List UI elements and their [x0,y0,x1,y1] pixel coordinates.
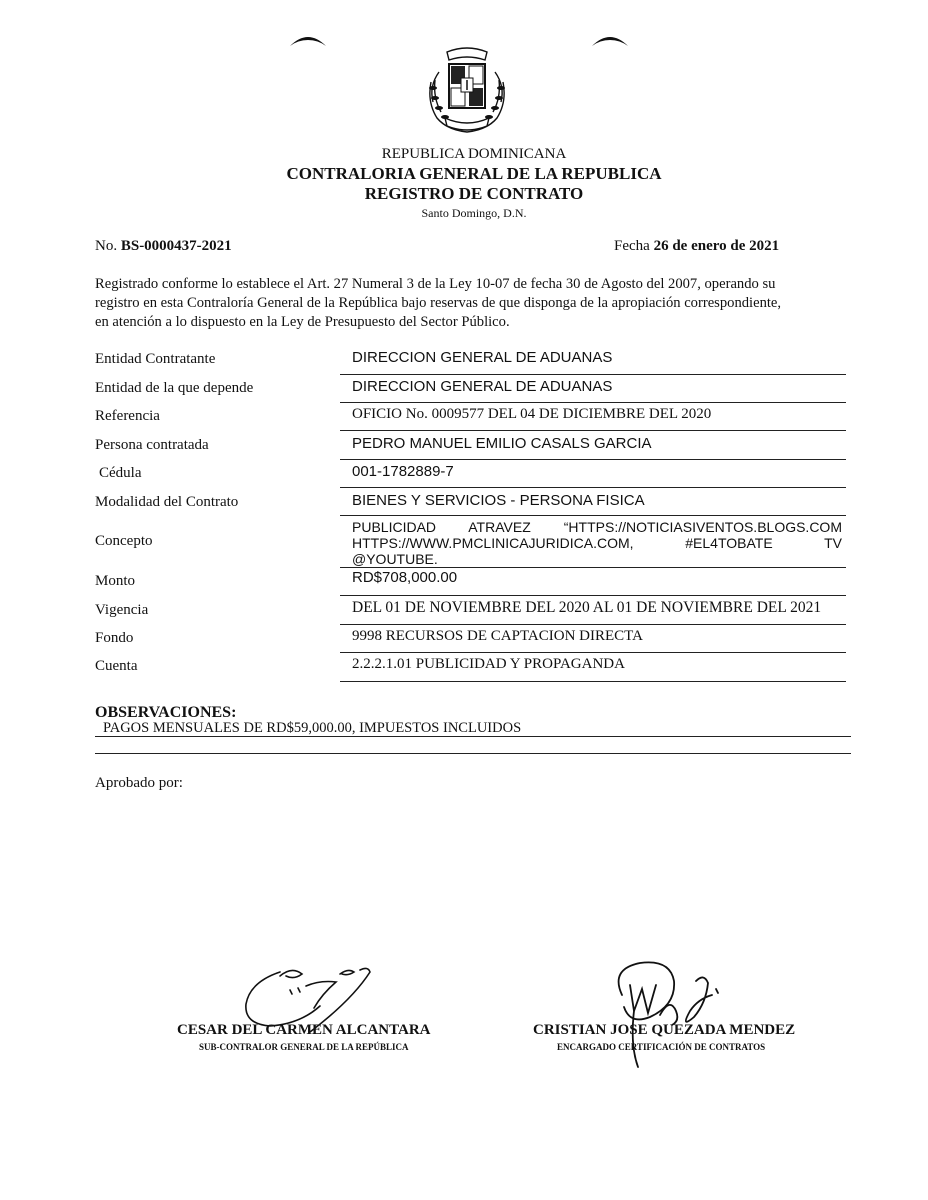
record-date-value: 26 de enero de 2021 [653,238,780,254]
concepto-line-3: @YOUTUBE. [352,551,438,567]
referencia-value: OFICIO No. 0009577 DEL 04 DE DICIEMBRE DEL 2020 [352,406,712,422]
header-country: REPUBLICA DOMINICANA [381,146,567,162]
cuenta-value: 2.2.2.1.01 PUBLICIDAD Y PROPAGANDA [352,656,625,672]
coat-of-arms-icon [423,42,511,138]
modalidad-value: BIENES Y SERVICIOS - PERSONA FISICA [352,492,645,509]
persona-label: Persona contratada [95,437,209,453]
intro-paragraph [95,275,851,332]
entidad-contratante-label: Entidad Contratante [95,351,216,367]
concepto-line-2: HTTPS://WWW.PMCLINICAJURIDICA.COM, #EL4TOBATE TV [352,535,842,551]
signatory-right-title: ENCARGADO CERTIFICACIÓN DE CONTRATOS [557,1042,766,1052]
fondo-label: Fondo [95,630,134,646]
concepto-label: Concepto [95,533,153,549]
field-underline [340,459,846,460]
cedula-label: Cédula [99,465,142,481]
concepto-value [352,519,842,567]
field-underline [340,430,846,431]
field-underline [340,567,846,568]
field-underline [340,624,846,625]
persona-value: PEDRO MANUEL EMILIO CASALS GARCIA [352,435,652,452]
monto-label: Monto [95,573,136,589]
field-underline [340,595,846,596]
signatory-left-name: CESAR DEL CARMEN ALCANTARA [177,1022,431,1038]
fondo-value: 9998 RECURSOS DE CAPTACION DIRECTA [352,628,643,644]
intro-line-3: en atención a lo dispuesto en la Ley de Presupuesto del Sector Público. [95,314,510,330]
field-underline [340,402,846,403]
record-date [614,238,779,255]
document-title: REGISTRO DE CONTRATO [364,184,584,203]
field-underline [340,681,846,682]
entidad-depende-label: Entidad de la que depende [95,380,254,396]
approved-by-label: Aprobado por: [95,775,183,791]
field-underline [340,515,846,516]
field-underline [340,652,846,653]
monto-value: RD$708,000.00 [352,569,458,586]
entidad-depende-value: DIRECCION GENERAL DE ADUANAS [352,378,613,395]
observaciones-underline [95,753,851,754]
record-number-label: No. [95,238,118,254]
cuenta-label: Cuenta [95,658,138,674]
observaciones-label: OBSERVACIONES: [95,704,237,721]
concepto-line-1: PUBLICIDAD ATRAVEZ “HTTPS://NOTICIASIVENTOS.BLOGS.COM [352,519,842,535]
entidad-contratante-value: DIRECCION GENERAL DE ADUANAS [352,349,613,366]
modalidad-label: Modalidad del Contrato [95,494,239,510]
signatory-left-title: SUB-CONTRALOR GENERAL DE LA REPÚBLICA [199,1042,409,1052]
referencia-label: Referencia [95,408,160,424]
observaciones-text: PAGOS MENSUALES DE RD$59,000.00, IMPUESTOS INCLUIDOS [103,720,522,736]
record-date-label: Fecha [614,238,650,254]
field-underline [340,374,846,375]
vigencia-value: DEL 01 DE NOVIEMBRE DEL 2020 AL 01 DE NOVIEMBRE DEL 2021 [352,599,822,616]
punch-mark-icon [590,30,630,52]
signatory-right-name: CRISTIAN JOSE QUEZADA MENDEZ [533,1022,796,1038]
intro-line-1: Registrado conforme lo establece el Art. 27 Numeral 3 de la Ley 10-07 de fecha 30 de Agosto del 2007, operando su [95,276,776,292]
intro-line-2: registro en esta Contraloría General de la República bajo reservas de que disponga de la apropiación correspondiente, [95,295,782,311]
signature-right [600,955,730,1075]
header-institution: CONTRALORIA GENERAL DE LA REPUBLICA [286,164,662,183]
record-number-value: BS-0000437-2021 [120,238,232,254]
cedula-value: 001-1782889-7 [352,463,454,480]
record-number [95,238,232,255]
punch-mark-icon [288,30,328,52]
header-city: Santo Domingo, D.N. [421,206,527,220]
vigencia-label: Vigencia [95,602,149,618]
field-underline [340,487,846,488]
observaciones-underline [95,736,851,737]
